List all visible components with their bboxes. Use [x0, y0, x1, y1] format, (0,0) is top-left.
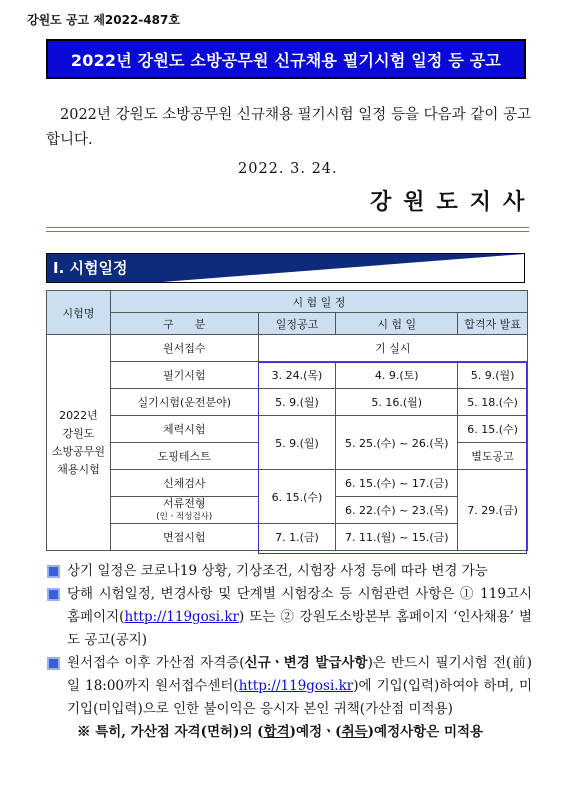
header-pass-announcement: 합격자 발표 [458, 313, 528, 335]
doping-result: 별도공고 [458, 443, 528, 470]
written-date: 4. 9.(토) [336, 362, 458, 389]
gosi-link[interactable]: http://119gosi.kr [124, 609, 239, 625]
notes-section [46, 560, 532, 744]
note-text-2a: 당해 시험일정, 변경사항 및 단계별 시험장소 등 시험관련 사항은 ① 119고시 홈페이지( [67, 586, 532, 625]
row-label-document [110, 497, 258, 524]
exam-title-cell [47, 335, 111, 551]
interview-announce: 7. 1.(금) [258, 524, 336, 551]
intro-paragraph: 2022년 강원도 소방공무원 신규채용 필기시험 일정 등을 다음과 같이 공고합니다. [46, 107, 531, 148]
practical-date: 5. 16.(월) [336, 389, 458, 416]
physical-result: 6. 15.(수) [458, 416, 528, 443]
row-label-physical: 체력시험 [110, 416, 258, 443]
note-text-1: 상기 일정은 코로나19 상황, 기상조건, 시험장 사정 등에 따라 변경 가능 [67, 563, 488, 579]
document-sublabel: (인ㆍ적성검사) [156, 511, 213, 522]
row-label-interview: 면접시험 [110, 524, 258, 551]
exam-title-line: 강원도 [62, 426, 95, 440]
document-date: 6. 22.(수) ~ 23.(목) [336, 497, 458, 524]
note-prefix: ※ 특히, 가산점 자격(면허)의 ( [77, 724, 264, 740]
row-label-written: 필기시험 [110, 362, 258, 389]
heading-bar-decoration [162, 254, 524, 282]
notice-number: 강원도 공고 제2022-487호 [27, 13, 180, 27]
square-bullet-icon [47, 657, 60, 670]
practical-result: 5. 18.(수) [458, 389, 528, 416]
document-title-banner [46, 39, 526, 79]
note-bullet-2 [46, 583, 532, 652]
header-category: 구 분 [110, 313, 258, 335]
exam-schedule-table [46, 290, 528, 551]
note-bullet-3 [46, 652, 532, 721]
note-mid-2: )예정사항은 미적용 [367, 724, 484, 740]
note-text-3a: 원서접수 이후 가산점 자격증( [67, 655, 245, 671]
application-status: 기 실시 [258, 335, 527, 362]
section-heading-bar [46, 253, 525, 283]
written-result: 5. 9.(월) [458, 362, 528, 389]
physical-doping-date: 5. 25.(수) ~ 26.(목) [336, 416, 458, 470]
header-exam-date: 시 험 일 [336, 313, 458, 335]
note-underline-2: 취득 [341, 724, 368, 740]
application-center-link[interactable]: http://119gosi.kr [238, 678, 354, 694]
medical-date: 6. 15.(수) ~ 17.(금) [336, 470, 458, 497]
square-bullet-icon [47, 588, 60, 601]
note-underline-1: 합격 [263, 724, 290, 740]
medical-document-announce: 6. 15.(수) [258, 470, 336, 524]
note-bullet-1 [46, 560, 532, 583]
header-exam-schedule: 시 험 일 정 [110, 291, 527, 313]
note-text-3c: )에 기입(입력)하여야 하며, 미기입(미입력)으로 인한 불이익은 응시자 본인 귀책(가산점 미적용) [67, 678, 532, 717]
square-bullet-icon [47, 565, 60, 578]
note-mid-1: )예정ㆍ( [289, 724, 342, 740]
note-text-3b: )은 반드시 필기시험 전(前)일 18:00까지 원서접수센터( [67, 655, 532, 694]
document-title: 2022년 강원도 소방공무원 신규채용 필기시험 일정 등 공고 [70, 50, 502, 70]
special-note [46, 721, 532, 744]
announcement-date: 2022. 3. 24. [238, 161, 338, 177]
row-label-application: 원서접수 [110, 335, 258, 362]
exam-title-line: 채용시험 [57, 462, 100, 476]
header-exam-name: 시험명 [47, 291, 111, 335]
document-label: 서류전형 [162, 496, 206, 510]
interview-date: 7. 11.(월) ~ 15.(금) [336, 524, 458, 551]
header-announcement: 일정공고 [258, 313, 336, 335]
written-announce: 3. 24.(목) [258, 362, 336, 389]
row-label-practical: 실기시험(운전분야) [110, 389, 258, 416]
exam-title-line: 2022년 [59, 408, 98, 422]
double-divider [46, 227, 529, 232]
note-text-3-bold: 신규ㆍ변경 발급사항 [244, 655, 368, 671]
row-label-medical: 신체검사 [110, 470, 258, 497]
practical-announce: 5. 9.(월) [258, 389, 336, 416]
physical-doping-announce: 5. 9.(월) [258, 416, 336, 470]
final-result: 7. 29.(금) [458, 470, 528, 551]
section-heading: Ⅰ. 시험일정 [53, 259, 128, 277]
issuer-name: 강원도지사 [370, 189, 537, 215]
exam-title-line: 소방공무원 [51, 444, 106, 458]
note-text-2b: ) 또는 ② 강원도소방본부 홈페이지 ‘인사채용’ 별도 공고(공지) [67, 609, 532, 648]
row-label-doping: 도핑테스트 [110, 443, 258, 470]
